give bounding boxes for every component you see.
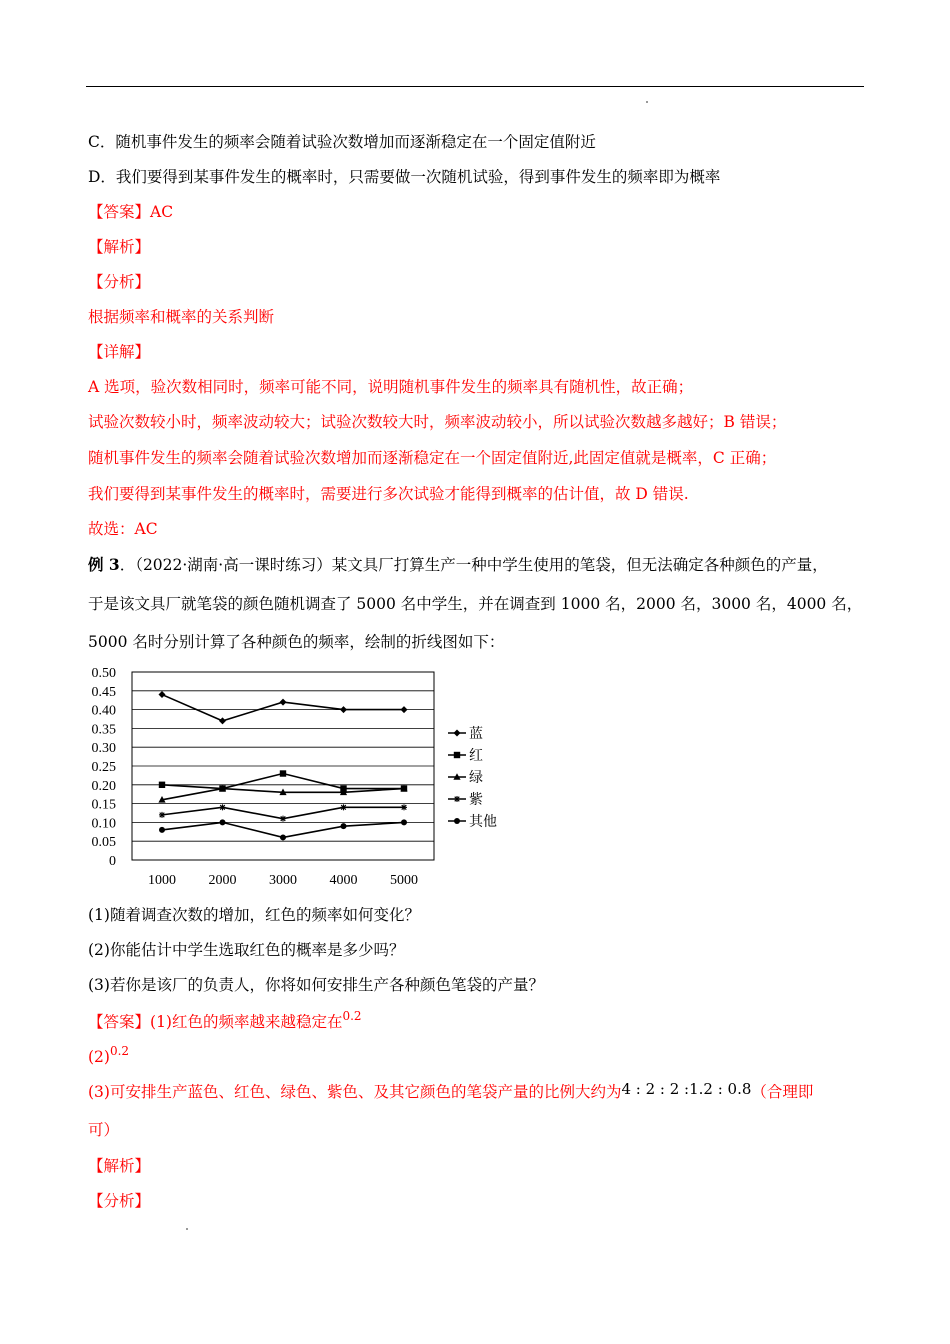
y-tick-label: 0.25	[91, 760, 116, 775]
answer-2-text: (2)	[88, 1048, 110, 1066]
data-point-circle	[280, 834, 286, 840]
data-point-star	[401, 804, 407, 810]
y-tick-label: 0	[109, 854, 116, 869]
answer-3-tail: （合理即	[751, 1083, 814, 1101]
data-point-diamond	[159, 691, 166, 698]
answer-2-part-2	[88, 1044, 130, 1068]
option-d: D．我们要得到某事件发生的概率时，只需要做一次随机试验，得到事件发生的频率即为概率	[88, 168, 721, 186]
data-point-star	[159, 812, 165, 818]
speck	[646, 101, 648, 103]
answer-2-value: 0.2	[109, 1044, 130, 1058]
final-choice: 故选：AC	[88, 520, 158, 538]
frequency-line-chart	[80, 660, 520, 892]
legend-label: 绿	[469, 770, 483, 786]
data-point-star	[280, 816, 286, 822]
jiexi-tag-1: 【解析】	[88, 238, 151, 256]
example-3-line-3: 5000 名时分别计算了各种颜色的频率，绘制的折线图如下：	[88, 633, 505, 651]
legend-marker-diamond	[454, 730, 461, 737]
data-point-circle	[220, 819, 226, 825]
answer-tag: 【答案】	[88, 1013, 151, 1031]
detail-line-3: 随机事件发生的频率会随着试验次数增加而逐渐稳定在一个固定值附近,此固定值就是概率，C 正确；	[88, 449, 777, 467]
x-tick-label: 3000	[269, 873, 297, 888]
answer-3-line-2: 可）	[88, 1121, 120, 1139]
x-tick-label: 1000	[148, 873, 176, 888]
x-tick-label: 2000	[208, 873, 237, 888]
y-tick-label: 0.50	[91, 666, 116, 681]
answer-3-text: (3)可安排生产蓝色、红色、绿色、紫色、及其它颜色的笔袋产量的比例大约为	[88, 1083, 622, 1101]
legend-marker-star	[454, 796, 460, 802]
option-c: C．随机事件发生的频率会随着试验次数增加而逐渐稳定在一个固定值附近	[88, 133, 596, 151]
legend-label: 红	[469, 748, 483, 764]
x-tick-label: 5000	[390, 873, 418, 888]
y-tick-label: 0.30	[91, 741, 116, 757]
example-text: ．（2022·湖南·高一课时练习）某文具厂打算生产一种中学生使用的笔袋，但无法确定各种颜色的产量，	[119, 556, 828, 574]
example-label: 例 3	[88, 555, 120, 574]
answer-3-ratio: 4 : 2 : 2 :1.2 : 0.8	[621, 1080, 752, 1098]
speck	[186, 1228, 188, 1230]
data-point-diamond	[401, 706, 408, 713]
y-tick-label: 0.40	[91, 703, 116, 719]
example-3-line-2: 于是该文具厂就笔袋的颜色随机调查了 5000 名中学生，并在调查到 1000 名，2000 名，3000 名，4000 名，	[88, 595, 863, 613]
jiexi-tag-2: 【解析】	[88, 1157, 151, 1175]
fenxi-tag-2: 【分析】	[88, 1192, 151, 1210]
xiangjie-tag: 【详解】	[88, 343, 151, 361]
data-point-square	[280, 770, 286, 776]
y-tick-label: 0.45	[91, 684, 116, 700]
answer-1-value: 0.2	[342, 1009, 362, 1023]
y-tick-label: 0.20	[91, 778, 116, 794]
data-point-diamond	[340, 706, 347, 713]
question-1: (1)随着调查次数的增加，红色的频率如何变化？	[88, 906, 420, 924]
legend-label: 紫	[469, 792, 483, 808]
legend-label: 其他	[469, 814, 497, 830]
data-point-diamond	[219, 717, 226, 724]
answer-2-part-1	[88, 1009, 362, 1033]
answer-1	[88, 202, 173, 222]
data-point-diamond	[280, 699, 287, 706]
header-rule	[86, 86, 864, 87]
answer-2-part-3	[88, 1082, 813, 1102]
y-tick-label: 0.35	[91, 722, 116, 738]
data-point-circle	[341, 823, 347, 829]
legend-label: 蓝	[469, 726, 483, 742]
detail-line-4: 我们要得到某事件发生的概率时，需要进行多次试验才能得到概率的估计值，故 D 错误.	[88, 485, 689, 503]
fenxi-text-1: 根据频率和概率的关系判断	[88, 308, 275, 326]
series-line-diamond	[162, 695, 404, 721]
detail-line-1: A 选项，验次数相同时，频率可能不同，说明随机事件发生的频率具有随机性，故正确；	[88, 378, 694, 396]
data-point-star	[341, 804, 347, 810]
y-tick-label: 0.05	[91, 835, 116, 851]
y-tick-label: 0.10	[91, 816, 116, 832]
example-3-line-1	[88, 555, 828, 575]
data-point-circle	[401, 819, 407, 825]
legend-marker-square	[454, 752, 460, 758]
question-2: (2)你能估计中学生选取红色的概率是多少吗？	[88, 941, 405, 959]
question-3: (3)若你是该厂的负责人，你将如何安排生产各种颜色笔袋的产量？	[88, 976, 544, 994]
data-point-square	[159, 782, 165, 788]
y-tick-label: 0.15	[91, 797, 116, 813]
x-tick-label: 4000	[329, 873, 358, 888]
legend-marker-circle	[454, 818, 460, 824]
data-point-star	[220, 804, 226, 810]
fenxi-tag-1: 【分析】	[88, 273, 151, 291]
detail-line-2: 试验次数较小时，频率波动较大；试验次数较大时，频率波动较小，所以试验次数越多越好；B 错误；	[88, 413, 787, 431]
answer-value: AC	[150, 203, 174, 221]
answer-1-text: (1)红色的频率越来越稳定在	[150, 1013, 343, 1031]
answer-tag: 【答案】	[88, 203, 151, 221]
data-point-circle	[159, 827, 165, 833]
